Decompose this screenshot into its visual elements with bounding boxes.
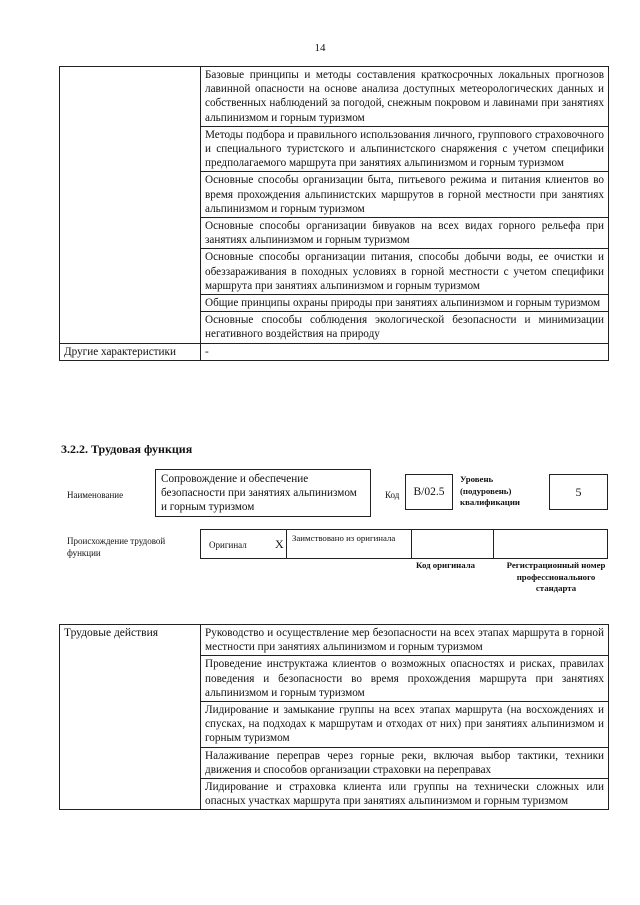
registration-number-cell: [493, 529, 608, 559]
original-cell: [200, 529, 287, 559]
knowledge-item: Общие принципы охраны природы при занятиях альпинизмом и горным туризмом: [201, 295, 609, 312]
level-label: Уровень (подуровень) квалификации: [460, 474, 520, 507]
table-row: [60, 343, 609, 360]
function-name-value: Сопровождение и обеспечение безопасности при занятиях альпинизмом и горным туризмом: [155, 469, 371, 517]
labor-actions-table: [59, 624, 609, 810]
page-number: 14: [314, 42, 326, 54]
labor-action-item: Руководство и осуществление мер безопасности на всех этапах маршрута в горной местности при занятиях альпинизмом и горным туризмом: [201, 625, 609, 656]
labor-action-item: Проведение инструктажа клиентов о возможных опасностях и рисках, правилах поведения и безопасности во время прохождения маршрута при занятиях альпинизмом и горным туризмом: [201, 656, 609, 702]
knowledge-table: [59, 66, 609, 361]
labor-actions-label: Трудовые действия: [60, 625, 201, 810]
knowledge-label-cell: [60, 67, 201, 344]
original-code-cell: [411, 529, 494, 559]
original-mark: X: [275, 537, 284, 551]
original-code-caption: Код оригинала: [416, 560, 476, 570]
knowledge-item: Основные способы организации быта, питьевого режима и питания клиентов во время прохождения альпинистских маршрутов в горной местности при занятиях альпинизмом и горным туризмом: [201, 172, 609, 218]
knowledge-item: Основные способы организации бивуаков на всех видах горного рельефа при занятиях альпинизмом и горным туризмом: [201, 218, 609, 249]
original-label: Оригинал: [209, 540, 247, 550]
code-label: Код: [385, 490, 400, 500]
function-code-value: B/02.5: [405, 474, 453, 510]
registration-number-caption: Регистрационный номер профессионального стандарта: [506, 560, 606, 593]
knowledge-item: Методы подбора и правильного использования личного, группового страховочного и специального туристского и альпинистского снаряжения с учетом специфики предполагаемого маршрута при занятиях альпинизмом и горным туризмом: [201, 126, 609, 172]
labor-action-item: Лидирование и страховка клиента или группы на технически сложных или опасных участках маршрута при занятиях альпинизмом и горным туризмом: [201, 779, 609, 810]
labor-action-item: Налаживание переправ через горные реки, включая выбор тактики, техники движения и способов организации страховки на переправах: [201, 747, 609, 778]
table-row: [60, 625, 609, 656]
table-row: [60, 67, 609, 127]
origin-label: Происхождение трудовой функции: [67, 536, 166, 558]
knowledge-item: Основные способы организации питания, способы добычи воды, ее очистки и обеззараживания в походных условиях в горной местности с учетом специфики маршрута при занятиях альпинизмом и горным туризмом: [201, 249, 609, 295]
knowledge-item: Основные способы соблюдения экологической безопасности и минимизации негативного воздействия на природу: [201, 312, 609, 343]
level-value: 5: [549, 474, 608, 510]
labor-action-item: Лидирование и замыкание группы на всех этапах маршрута (на восхождениях и спусках, на подходах к маршрутам и отходах от них) при занятиях альпинизмом и горным туризмом: [201, 702, 609, 748]
borrowed-label: Заимствовано из оригинала: [292, 533, 396, 543]
section-title: 3.2.2. Трудовая функция: [61, 442, 193, 456]
borrowed-cell: [286, 529, 412, 559]
knowledge-item: Базовые принципы и методы составления краткосрочных локальных прогнозов лавинной опасности на основе анализа доступных метеорологических данных и собственных наблюдений за погодой, снежным покровом и лавинами при занятиях альпинизмом и горным туризмом: [201, 67, 609, 127]
name-label: Наименование: [67, 490, 124, 500]
other-characteristics-value: -: [201, 343, 609, 360]
other-characteristics-label: Другие характеристики: [60, 343, 201, 360]
